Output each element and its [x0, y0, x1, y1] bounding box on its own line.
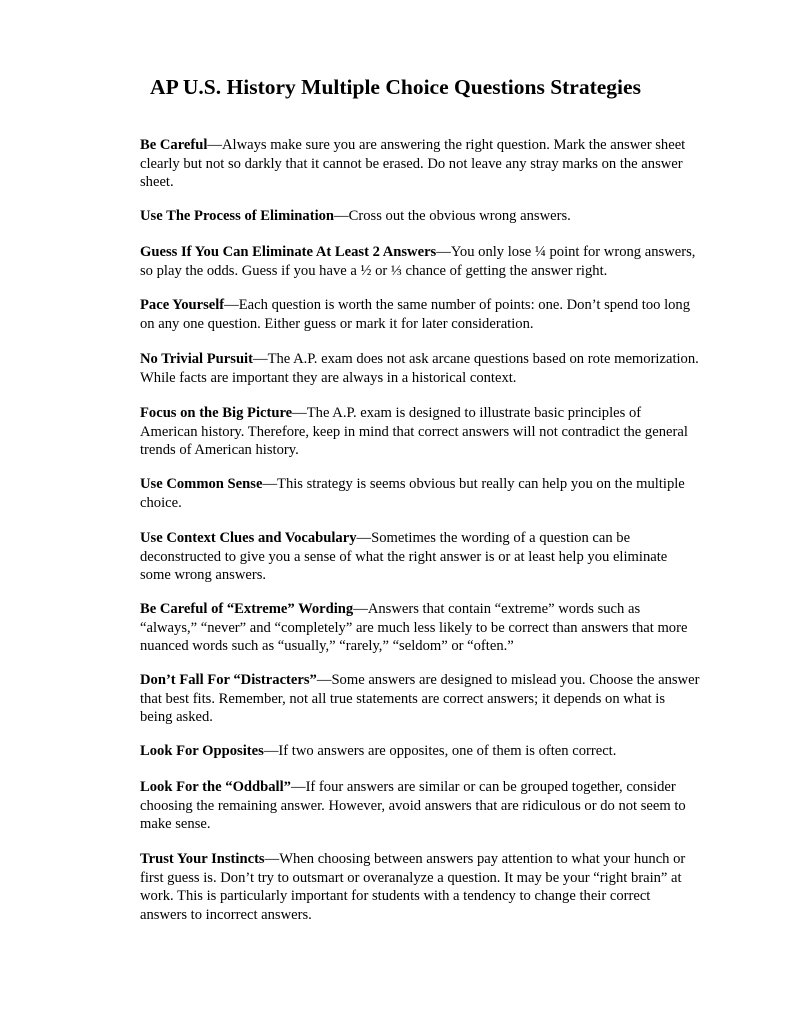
strategy-guess: [140, 243, 700, 280]
strategy-opposites: [140, 742, 700, 761]
strategy-heading: Be Careful: [140, 137, 208, 153]
strategy-text: —Always make sure you are answering the right question. Mark the answer sheet clearly but not so darkly that it cannot be erased. Do not leave any stray marks on the answer sheet.: [140, 137, 686, 190]
strategy-extreme-wording: [140, 600, 700, 656]
strategy-text: —This strategy is seems obvious but really can help you on the multiple choice.: [140, 476, 685, 511]
strategy-text: —The A.P. exam is designed to illustrate basic principles of American history. Therefore, keep in mind that correct answers will not contradict the general trends of American history.: [140, 405, 688, 458]
strategy-heading: Look For Opposites: [140, 743, 264, 759]
strategy-heading: No Trivial Pursuit: [140, 351, 253, 367]
strategy-heading: Use The Process of Elimination: [140, 208, 335, 224]
strategy-heading: Don’t Fall For “Distracters”: [140, 672, 317, 688]
strategy-text: —Cross out the obvious wrong answers.: [334, 208, 571, 224]
strategy-text: —If two answers are opposites, one of them is often correct.: [263, 743, 617, 759]
strategy-trust-instincts: [140, 850, 700, 924]
strategy-text: —Sometimes the wording of a question can be deconstructed to give you a sense of what the right answer is or at least help you eliminate some wrong answers.: [140, 530, 668, 583]
strategy-process-of-elimination: [140, 207, 700, 226]
strategy-context-clues: [140, 529, 700, 585]
strategy-text: —When choosing between answers pay attention to what your hunch or first guess is. Don’t try to outsmart or overanalyze a question. It may be your “right brain” at work. This is particularly important for students with a tendency to change their correct answers to incorrect answers.: [140, 851, 686, 923]
strategy-text: —Answers that contain “extreme” words such as “always,” “never” and “completely” are much less likely to be correct than answers that more nuanced words such as “usually,” “rarely,” “seldom” or “often.”: [140, 601, 688, 654]
strategy-oddball: [140, 778, 700, 834]
strategy-heading: Focus on the Big Picture: [140, 405, 293, 421]
strategy-heading: Use Context Clues and Vocabulary: [140, 530, 357, 546]
strategy-heading: Guess If You Can Eliminate At Least 2 Answers: [140, 244, 437, 260]
strategy-text: —Each question is worth the same number of points: one. Don’t spend too long on any one question. Either guess or mark it for later consideration.: [140, 297, 691, 332]
strategy-common-sense: [140, 475, 700, 512]
strategy-heading: Use Common Sense: [140, 476, 263, 492]
strategy-text: —You only lose ¼ point for wrong answers, so play the odds. Guess if you have a ½ or ⅓ chance of getting the answer right.: [140, 244, 696, 279]
strategy-heading: Look For the “Oddball”: [140, 779, 291, 795]
strategy-heading: Pace Yourself: [140, 297, 225, 313]
strategy-text: —If four answers are similar or can be grouped together, consider choosing the remaining answer. However, avoid answers that are ridiculous or do not seem to make sense.: [140, 779, 686, 832]
strategy-text: —The A.P. exam does not ask arcane questions based on rote memorization. While facts are important they are always in a historical context.: [140, 351, 699, 386]
strategy-no-trivial-pursuit: [140, 350, 700, 387]
strategy-be-careful: [140, 136, 700, 192]
strategy-pace-yourself: [140, 296, 700, 333]
strategy-big-picture: [140, 404, 700, 460]
strategy-heading: Trust Your Instincts: [140, 851, 265, 867]
page-title: AP U.S. History Multiple Choice Questions Strategies: [150, 75, 641, 99]
strategy-text: —Some answers are designed to mislead you. Choose the answer that best fits. Remember, not all true statements are correct answers; it depends on what is being asked.: [140, 672, 700, 725]
strategy-distracters: [140, 671, 700, 727]
strategy-heading: Be Careful of “Extreme” Wording: [140, 601, 354, 617]
